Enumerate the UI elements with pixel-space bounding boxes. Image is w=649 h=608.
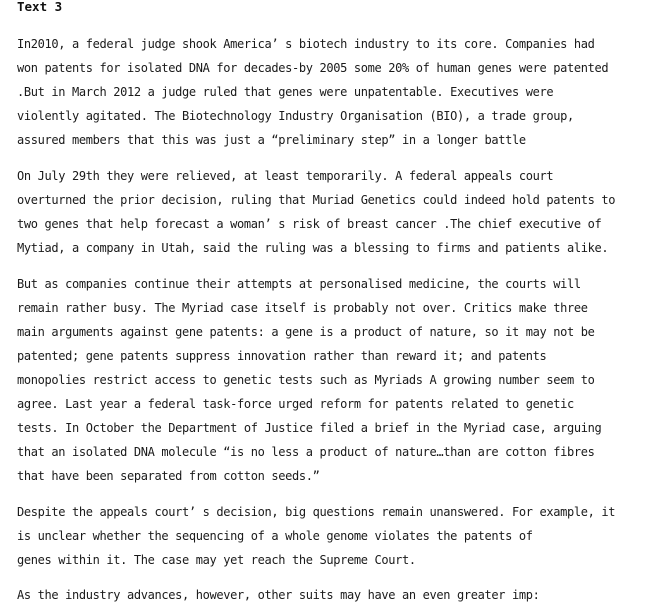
text-line: violently agitated. The Biotechnology Industry Organisation (BIO), a trade group, bbox=[17, 109, 574, 123]
text-line: Mytiad, a company in Utah, said the ruling was a blessing to firms and patients alike. bbox=[17, 241, 609, 255]
text-line: agree. Last year a federal task-force urged reform for patents related to genetic bbox=[17, 397, 574, 411]
text-line: is unclear whether the sequencing of a whole genome violates the patents of bbox=[17, 529, 533, 543]
text-line: two genes that help forecast a woman’ s risk of breast cancer .The chief executive of bbox=[17, 217, 602, 231]
document-title: Text 3 bbox=[17, 0, 63, 14]
text-line: won patents for isolated DNA for decades-by 2005 some 20% of human genes were patented bbox=[17, 61, 609, 75]
text-line: monopolies restrict access to genetic tests such as Myriads A growing number seem to bbox=[17, 373, 595, 387]
text-line: tests. In October the Department of Justice filed a brief in the Myriad case, arguing bbox=[17, 421, 602, 435]
text-line: Despite the appeals court’ s decision, big questions remain unanswered. For example, it bbox=[17, 505, 616, 519]
text-line: In2010, a federal judge shook America’ s biotech industry to its core. Companies had bbox=[17, 37, 595, 51]
text-line: remain rather busy. The Myriad case itself is probably not over. Critics make three bbox=[17, 301, 588, 315]
text-line: that an isolated DNA molecule “is no less a product of nature…than are cotton fibres bbox=[17, 445, 595, 459]
text-line: But as companies continue their attempts at personalised medicine, the courts will bbox=[17, 277, 581, 291]
text-line: overturned the prior decision, ruling that Muriad Genetics could indeed hold patents to bbox=[17, 193, 616, 207]
text-line: On July 29th they were relieved, at least temporarily. A federal appeals court bbox=[17, 169, 554, 183]
text-line: .But in March 2012 a judge ruled that genes were unpatentable. Executives were bbox=[17, 85, 554, 99]
text-line: patented; gene patents suppress innovation rather than reward it; and patents bbox=[17, 349, 547, 363]
text-line: that have been separated from cotton seeds.” bbox=[17, 469, 320, 483]
text-line: main arguments against gene patents: a gene is a product of nature, so it may not be bbox=[17, 325, 595, 339]
text-line: As the industry advances, however, other suits may have an even greater imp: bbox=[17, 588, 540, 602]
text-line: assured members that this was just a “preliminary step” in a longer battle bbox=[17, 133, 526, 147]
text-line: genes within it. The case may yet reach the Supreme Court. bbox=[17, 553, 416, 567]
